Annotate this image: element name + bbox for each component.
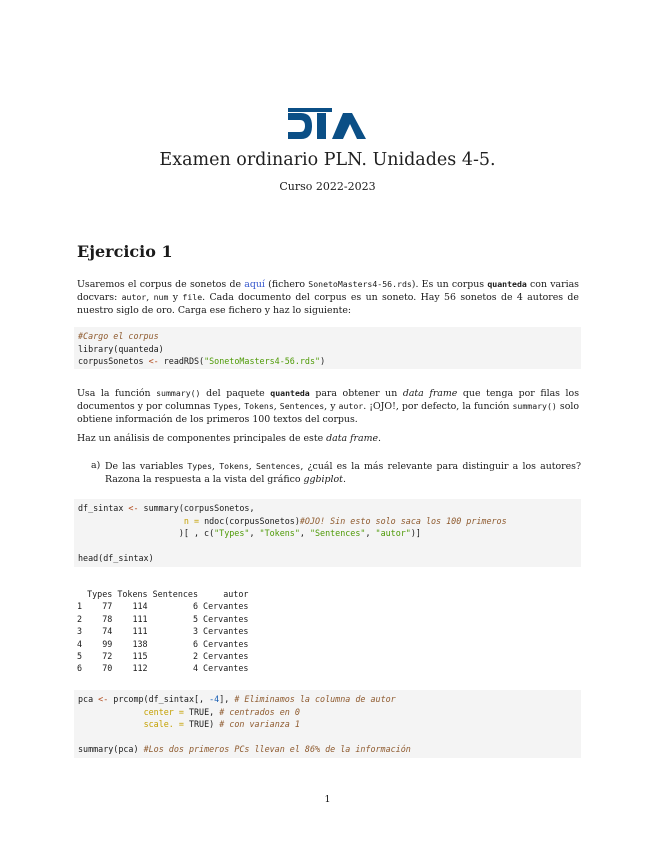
intro-paragraph: Usaremos el corpus de sonetos de aquí (fichero SonetoMasters4-56.rds). Es un corpus quanteda con varias docvars: autor, num y file. Cada documento del corpus es un soneto. Hay 56 sonetos de 4 autores de nuestro siglo de oro. Carga ese fichero y haz lo siguiente:: [77, 279, 579, 316]
document-title: Examen ordinario PLN. Unidades 4-5.: [159, 150, 496, 170]
table-row: 3 74 111 3 Cervantes: [77, 626, 249, 637]
table-row: 2 78 111 5 Cervantes: [77, 613, 249, 624]
table-row: 1 77 114 6 Cervantes: [77, 601, 249, 612]
code-block-summary: df_sintax <- summary(corpusSonetos, n = ndoc(corpusSonetos)#OJO! Sin esto solo saca los 100 primeros )[ , c("Types", "Tokens", "Sentences", "autor")] head(df_sintax): [74, 499, 581, 567]
dia-logo: [288, 108, 368, 145]
pca-instructions: Haz un análisis de componentes principales de este data frame.: [77, 433, 382, 444]
dia-logo-mark: [288, 108, 368, 145]
table-row: 4 99 138 6 Cervantes: [77, 638, 249, 649]
code-block-pca: pca <- prcomp(df_sintax[, -4], # Eliminamos la columna de autor center = TRUE, # centrados en 0 scale. = TRUE) # con varianza 1 summary(pca) #Los dos primeros PCs llevan el 86% de la información: [74, 690, 581, 758]
code-block-load-corpus: #Cargo el corpus library(quanteda) corpusSonetos <- readRDS("SonetoMasters4-56.rds"): [74, 327, 581, 369]
summary-instructions: Usa la función summary() del paquete quanteda para obtener un data frame que tenga por filas los documentos y por columnas Types, Tokens, Sentences, y autor. ¡OJO!, por defecto, la función summary() solo obtiene información de los primeros 100 textos del corpus.: [77, 388, 580, 425]
output-table-header: Types Tokens Sentences autor: [77, 589, 249, 599]
page-number: 1: [324, 794, 331, 805]
question-label: a): [91, 460, 101, 471]
output-table: [77, 588, 248, 675]
question-text: De las variables Types, Tokens, Sentences, ¿cuál es la más relevante para distinguir a los autores? Razona la respuesta a la vista del gráfico ggbiplot.: [105, 461, 582, 485]
document-subtitle: Curso 2022-2023: [279, 180, 376, 193]
table-row: 5 72 115 2 Cervantes: [77, 651, 249, 662]
corpus-link[interactable]: aquí: [244, 279, 265, 290]
section-heading: Ejercicio 1: [77, 242, 173, 261]
table-row: 6 70 112 4 Cervantes: [77, 663, 249, 674]
